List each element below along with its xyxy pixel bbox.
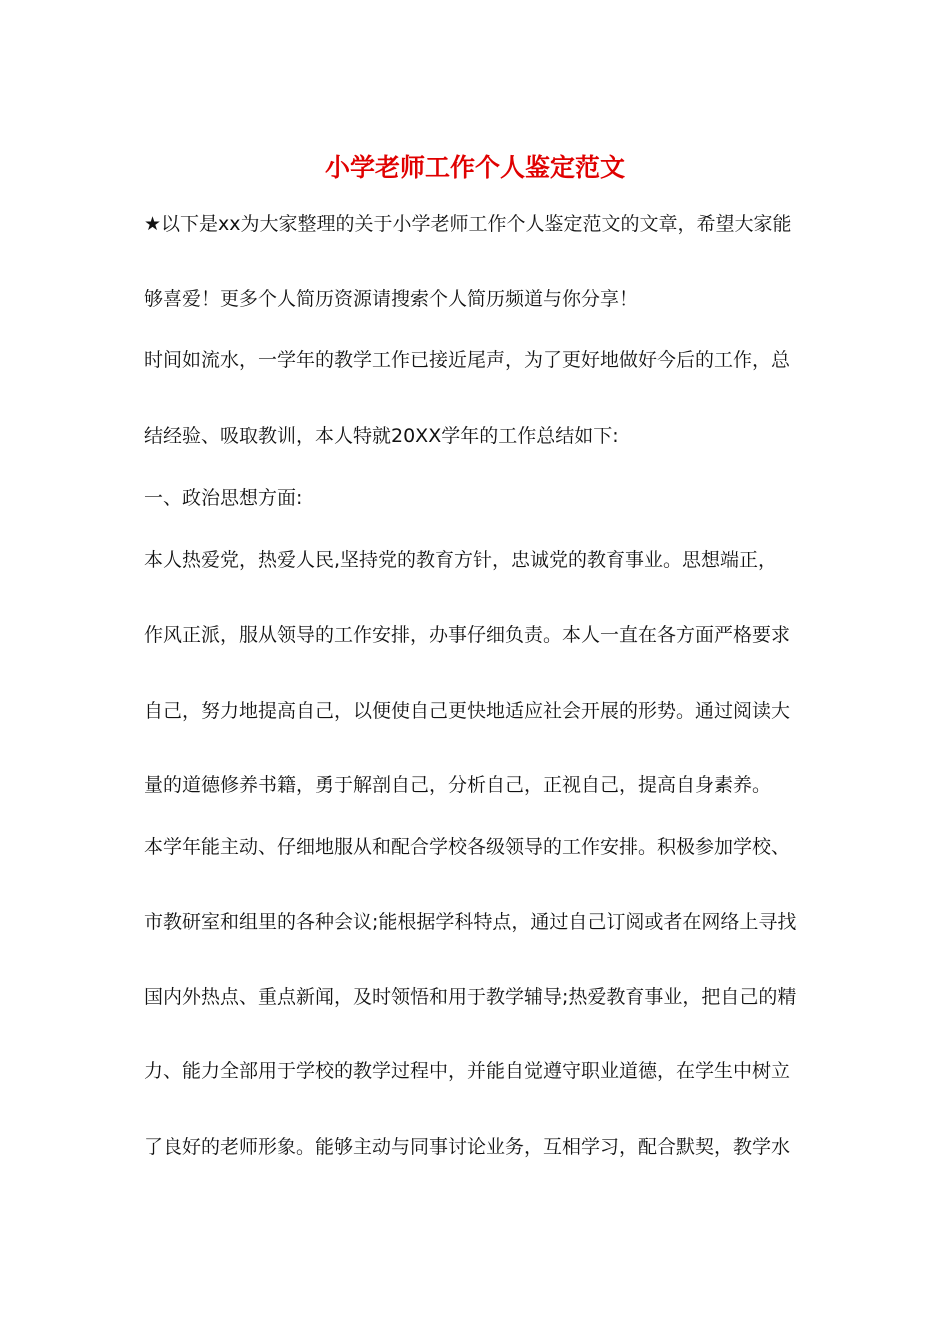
text-line: 量的道德修养书籍，勇于解剖自己，分析自己，正视自己，提高自身素养。 (144, 774, 772, 796)
text-line: 力、能力全部用于学校的教学过程中，并能自觉遵守职业道德，在学生中树立 (144, 1060, 791, 1082)
text-line: 国内外热点、重点新闻，及时领悟和用于教学辅导;热爱教育事业，把自己的精 (144, 986, 797, 1008)
text-line: 了良好的老师形象。能够主动与同事讨论业务，互相学习，配合默契，教学水 (144, 1136, 791, 1158)
text-line: 自己，努力地提高自己，以便使自己更快地适应社会开展的形势。通过阅读大 (144, 700, 791, 722)
text-line: 本人热爱党，热爱人民,坚持党的教育方针，忠诚党的教育事业。思想端正， (144, 549, 778, 571)
text-line: 市教研室和组里的各种会议;能根据学科特点，通过自己订阅或者在网络上寻找 (144, 911, 797, 933)
text-line: 本学年能主动、仔细地服从和配合学校各级领导的工作安排。积极参加学校、 (144, 836, 791, 858)
text-line: 结经验、吸取教训，本人特就20XX学年的工作总结如下: (144, 425, 619, 447)
section-heading: 一、政治思想方面: (144, 487, 303, 509)
text-line: 时间如流水，一学年的教学工作已接近尾声，为了更好地做好今后的工作，总 (144, 349, 791, 371)
text-line: ★以下是xx为大家整理的关于小学老师工作个人鉴定范文的文章，希望大家能 (144, 213, 792, 235)
document-title: 小学老师工作个人鉴定范文 (324, 153, 625, 182)
text-line: 作风正派，服从领导的工作安排，办事仔细负责。本人一直在各方面严格要求 (144, 624, 791, 646)
text-line: 够喜爱！更多个人简历资源请搜索个人简历频道与你分享！ (144, 288, 639, 310)
